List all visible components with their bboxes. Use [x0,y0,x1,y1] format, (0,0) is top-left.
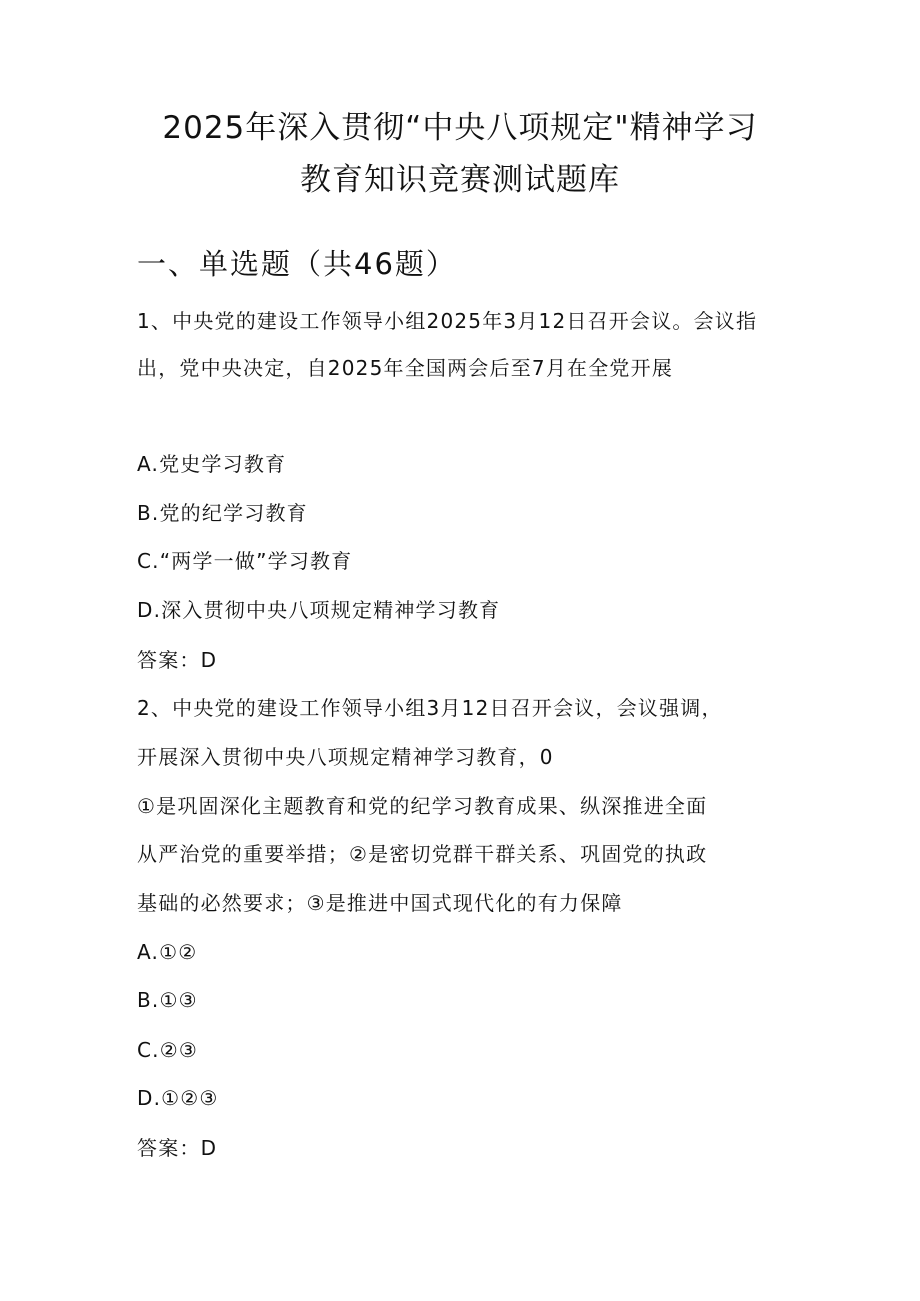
question-1-option-b: B.党的纪学习教育 [137,501,308,525]
question-1-option-c: C.“两学一做”学习教育 [137,549,353,573]
question-2-option-d: D.①②③ [137,1086,219,1110]
question-2-stem-line-3: ①是巩固深化主题教育和党的纪学习教育成果、纵深推进全面 [137,794,708,818]
question-1-option-a: A.党史学习教育 [137,452,287,476]
question-1-option-d: D.深入贯彻中央八项规定精神学习教育 [137,598,501,622]
question-1-stem-line-1: 1、中央党的建设工作领导小组2025年3月12日召开会议。会议指 [137,309,758,333]
question-1-stem-line-2: 出，党中央决定，自2025年全国两会后至7月在全党开展 [137,356,674,380]
section-heading-single-choice: 一、单选题（共46题） [137,247,457,281]
question-1-answer: 答案：D [137,648,218,672]
question-2-answer: 答案：D [137,1136,218,1160]
question-2-stem-line-2: 开展深入贯彻中央八项规定精神学习教育，0 [137,745,554,769]
document-title-line-1: 2025年深入贯彻“中央八项规定"精神学习 [162,110,758,146]
question-2-stem-line-1: 2、中央党的建设工作领导小组3月12日召开会议，会议强调， [137,696,723,720]
question-2-option-c: C.②③ [137,1038,198,1062]
question-2-option-a: A.①② [137,940,198,964]
question-2-option-b: B.①③ [137,988,198,1012]
question-2-stem-line-4: 从严治党的重要举措；②是密切党群干群关系、巩固党的执政 [137,842,708,866]
question-2-stem-line-5: 基础的必然要求；③是推进中国式现代化的有力保障 [137,891,623,915]
document-title-line-2: 教育知识竞赛测试题库 [300,162,620,198]
